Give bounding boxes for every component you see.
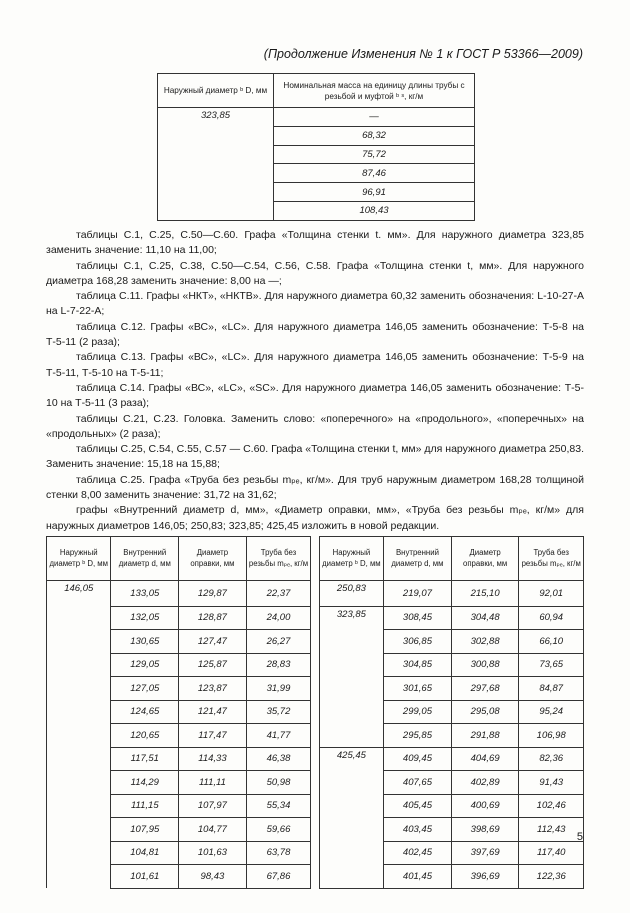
- table-cell: 104,77: [179, 818, 247, 842]
- table-cell: 106,98: [519, 724, 584, 748]
- table-cell: 41,77: [246, 724, 310, 748]
- table-cell: 24,00: [246, 606, 310, 630]
- table-row: [47, 700, 584, 724]
- table-cell: 66,10: [519, 630, 584, 654]
- table-cell: 123,87: [179, 677, 247, 701]
- table-cell: 117,40: [519, 841, 584, 865]
- table-cell: 67,86: [246, 865, 310, 889]
- big-table-header: Труба без резьбы mₚₑ, кг/м: [519, 537, 584, 581]
- table-cell: 55,34: [246, 794, 310, 818]
- table-cell: 250,83: [319, 581, 383, 607]
- table-cell: 111,15: [111, 794, 179, 818]
- body-text: [46, 228, 584, 534]
- table-cell: 396,69: [451, 865, 519, 889]
- table-cell: 299,05: [384, 700, 452, 724]
- table-cell: 304,48: [451, 606, 519, 630]
- table-cell: 404,69: [451, 747, 519, 771]
- paragraph: таблицы С.1, С.25, С.38, С.50—С.54, С.56, С.58. Графа «Толщина стенки t, мм». Для наружного диаметра 168,28 заменить значение: 8,00 на —;: [46, 259, 584, 287]
- table-cell: 63,78: [246, 841, 310, 865]
- paragraph: графы «Внутренний диаметр d, мм», «Диаметр оправки, мм», «Труба без резьбы mₚₑ, кг/м» для наружных диаметров 146,05; 250,83; 323,85; 425,45 изложить в новой редакции.: [46, 504, 584, 532]
- table-gap: [311, 794, 319, 818]
- table-cell: 402,89: [451, 771, 519, 795]
- paragraph: таблица С.12. Графы «ВС», «LC». Для наружного диаметра 146,05 заменить обозначение: Т-5-8 на Т-5-11 (2 раза);: [46, 320, 584, 349]
- table-cell: 91,43: [519, 771, 584, 795]
- table-gap: [311, 653, 319, 677]
- small-table-cell: 68,32: [274, 126, 475, 145]
- table-cell: 297,68: [451, 677, 519, 701]
- paragraph: таблица С.25. Графа «Труба без резьбы mₚₑ, кг/м». Для труб наружным диаметром 168,28 толщиной стенки 8,00 заменить значение: 31,72 на 31,62;: [46, 473, 584, 502]
- small-table-cell: 75,72: [274, 145, 475, 164]
- table-cell: 28,83: [246, 653, 310, 677]
- table-cell: 308,45: [384, 606, 452, 630]
- big-table-header: Диаметр оправки, мм: [451, 537, 519, 581]
- table-gap: [311, 818, 319, 842]
- table-cell: 114,29: [111, 771, 179, 795]
- table-cell: 295,85: [384, 724, 452, 748]
- table-cell: 122,36: [519, 865, 584, 889]
- table-gap: [311, 677, 319, 701]
- table-cell: 403,45: [384, 818, 452, 842]
- table-cell: 114,33: [179, 747, 247, 771]
- big-table-body: [47, 581, 584, 889]
- small-table-cell: —: [274, 108, 475, 127]
- table-cell: 323,85: [319, 606, 383, 747]
- table-cell: 128,87: [179, 606, 247, 630]
- table-cell: 301,65: [384, 677, 452, 701]
- table-cell: 59,66: [246, 818, 310, 842]
- table-gap: [311, 865, 319, 889]
- table-gap: [311, 771, 319, 795]
- table-cell: 117,51: [111, 747, 179, 771]
- table-cell: 111,11: [179, 771, 247, 795]
- table-cell: 304,85: [384, 653, 452, 677]
- big-table-header: Наружный диаметр ᵇ D, мм: [47, 537, 111, 581]
- table-cell: 125,87: [179, 653, 247, 677]
- paragraph: таблица С.14. Графы «ВС», «LC», «SC». Для наружного диаметра 146,05 заменить обозначение: Т-5-10 на Т-5-11 (3 раза);: [46, 381, 584, 410]
- table-cell: 101,61: [111, 865, 179, 889]
- table-cell: 98,43: [179, 865, 247, 889]
- table-cell: 73,65: [519, 653, 584, 677]
- table-cell: 302,88: [451, 630, 519, 654]
- table-gap: [311, 724, 319, 748]
- table-cell: 300,88: [451, 653, 519, 677]
- small-table-col1-header: Наружный диаметр ᵇ D, мм: [158, 74, 274, 108]
- table-row: [47, 818, 584, 842]
- table-cell: 107,97: [179, 794, 247, 818]
- paragraph: таблица С.13. Графы «ВС», «LC». Для наружного диаметра 146,05 заменить обозначение: Т-5-9 на Т-5-11, Т-5-10 на Т-5-11;: [46, 351, 584, 379]
- table-row: [47, 724, 584, 748]
- table-gap: [311, 537, 319, 581]
- table-cell: 405,45: [384, 794, 452, 818]
- table-cell: 133,05: [111, 581, 179, 607]
- table-cell: 129,87: [179, 581, 247, 607]
- table-row: [47, 865, 584, 889]
- table-row: [47, 677, 584, 701]
- table-gap: [311, 747, 319, 771]
- table-cell: 401,45: [384, 865, 452, 889]
- table-gap: [311, 606, 319, 630]
- table-cell: 425,45: [319, 747, 383, 888]
- table-cell: 92,01: [519, 581, 584, 607]
- table-cell: 398,69: [451, 818, 519, 842]
- table-row: [47, 581, 584, 607]
- table-cell: 132,05: [111, 606, 179, 630]
- table-row: [47, 630, 584, 654]
- small-table-col2-header: Номинальная масса на единицу длины трубы с резьбой и муфтой ᵇ ˢ, кг/м: [274, 74, 475, 108]
- table-cell: 82,36: [519, 747, 584, 771]
- table-cell: 120,65: [111, 724, 179, 748]
- paragraph: таблицы С.21, С.23. Головка. Заменить слово: «поперечного» на «продольного», «поперечных» на «продольных» (2 раза);: [46, 412, 584, 440]
- table-cell: 215,10: [451, 581, 519, 607]
- table-cell: 306,85: [384, 630, 452, 654]
- table-cell: 121,47: [179, 700, 247, 724]
- table-cell: 124,65: [111, 700, 179, 724]
- table-cell: 146,05: [47, 581, 111, 889]
- small-table-diameter: 323,85: [158, 108, 274, 221]
- table-cell: 102,46: [519, 794, 584, 818]
- table-row: [47, 841, 584, 865]
- table-gap: [311, 581, 319, 607]
- small-table: [157, 73, 475, 221]
- table-gap: [311, 700, 319, 724]
- table-cell: 127,47: [179, 630, 247, 654]
- page-header: (Продолжение Изменения № 1 к ГОСТ Р 53366—2009): [263, 47, 583, 61]
- table-row: [47, 747, 584, 771]
- table-cell: 127,05: [111, 677, 179, 701]
- table-cell: 129,05: [111, 653, 179, 677]
- table-cell: 84,87: [519, 677, 584, 701]
- table-row: [47, 653, 584, 677]
- table-cell: 112,43: [519, 818, 584, 842]
- big-table-header: Внутренний диаметр d, мм: [111, 537, 179, 581]
- table-cell: 31,99: [246, 677, 310, 701]
- big-table: [46, 536, 584, 889]
- table-cell: 22,37: [246, 581, 310, 607]
- table-cell: 46,38: [246, 747, 310, 771]
- paragraph: таблицы С.25, С.54, С.55, С.57 — С.60. Графа «Толщина стенки t, мм» для наружного диаметра 250,83. Заменить значение: 15,18 на 15,88;: [46, 443, 584, 471]
- table-cell: 130,65: [111, 630, 179, 654]
- small-table-cell: 108,43: [274, 201, 475, 220]
- table-cell: 409,45: [384, 747, 452, 771]
- table-cell: 104,81: [111, 841, 179, 865]
- big-table-header: Диаметр оправки, мм: [179, 537, 247, 581]
- small-table-cell: 87,46: [274, 164, 475, 183]
- table-cell: 60,94: [519, 606, 584, 630]
- table-row: [47, 794, 584, 818]
- small-table-cell: 96,91: [274, 183, 475, 202]
- table-cell: 295,08: [451, 700, 519, 724]
- table-cell: 35,72: [246, 700, 310, 724]
- page-number: 5: [576, 831, 583, 843]
- table-cell: 95,24: [519, 700, 584, 724]
- table-cell: 291,88: [451, 724, 519, 748]
- table-cell: 101,63: [179, 841, 247, 865]
- table-cell: 107,95: [111, 818, 179, 842]
- table-gap: [311, 841, 319, 865]
- table-cell: 50,98: [246, 771, 310, 795]
- table-cell: 26,27: [246, 630, 310, 654]
- table-gap: [311, 630, 319, 654]
- table-cell: 400,69: [451, 794, 519, 818]
- table-cell: 402,45: [384, 841, 452, 865]
- big-table-header: Труба без резьбы mₚₑ, кг/м: [246, 537, 310, 581]
- paragraph: таблица С.11. Графы «НКТ», «НКТВ». Для наружного диаметра 60,32 заменить обозначения: L-10-27-А на L-7-22-А;: [46, 290, 584, 318]
- table-cell: 397,69: [451, 841, 519, 865]
- table-cell: 407,65: [384, 771, 452, 795]
- paragraph: таблицы С.1, С.25, С.50—С.60. Графа «Толщина стенки t. мм». Для наружного диаметра 323,85 заменить значение: 11,10 на 11,00;: [46, 229, 584, 257]
- table-cell: 219,07: [384, 581, 452, 607]
- table-row: [47, 771, 584, 795]
- big-table-header: Внутренний диаметр d, мм: [384, 537, 452, 581]
- big-table-header: Наружный диаметр ᵇ D, мм: [319, 537, 383, 581]
- table-cell: 117,47: [179, 724, 247, 748]
- table-row: [47, 606, 584, 630]
